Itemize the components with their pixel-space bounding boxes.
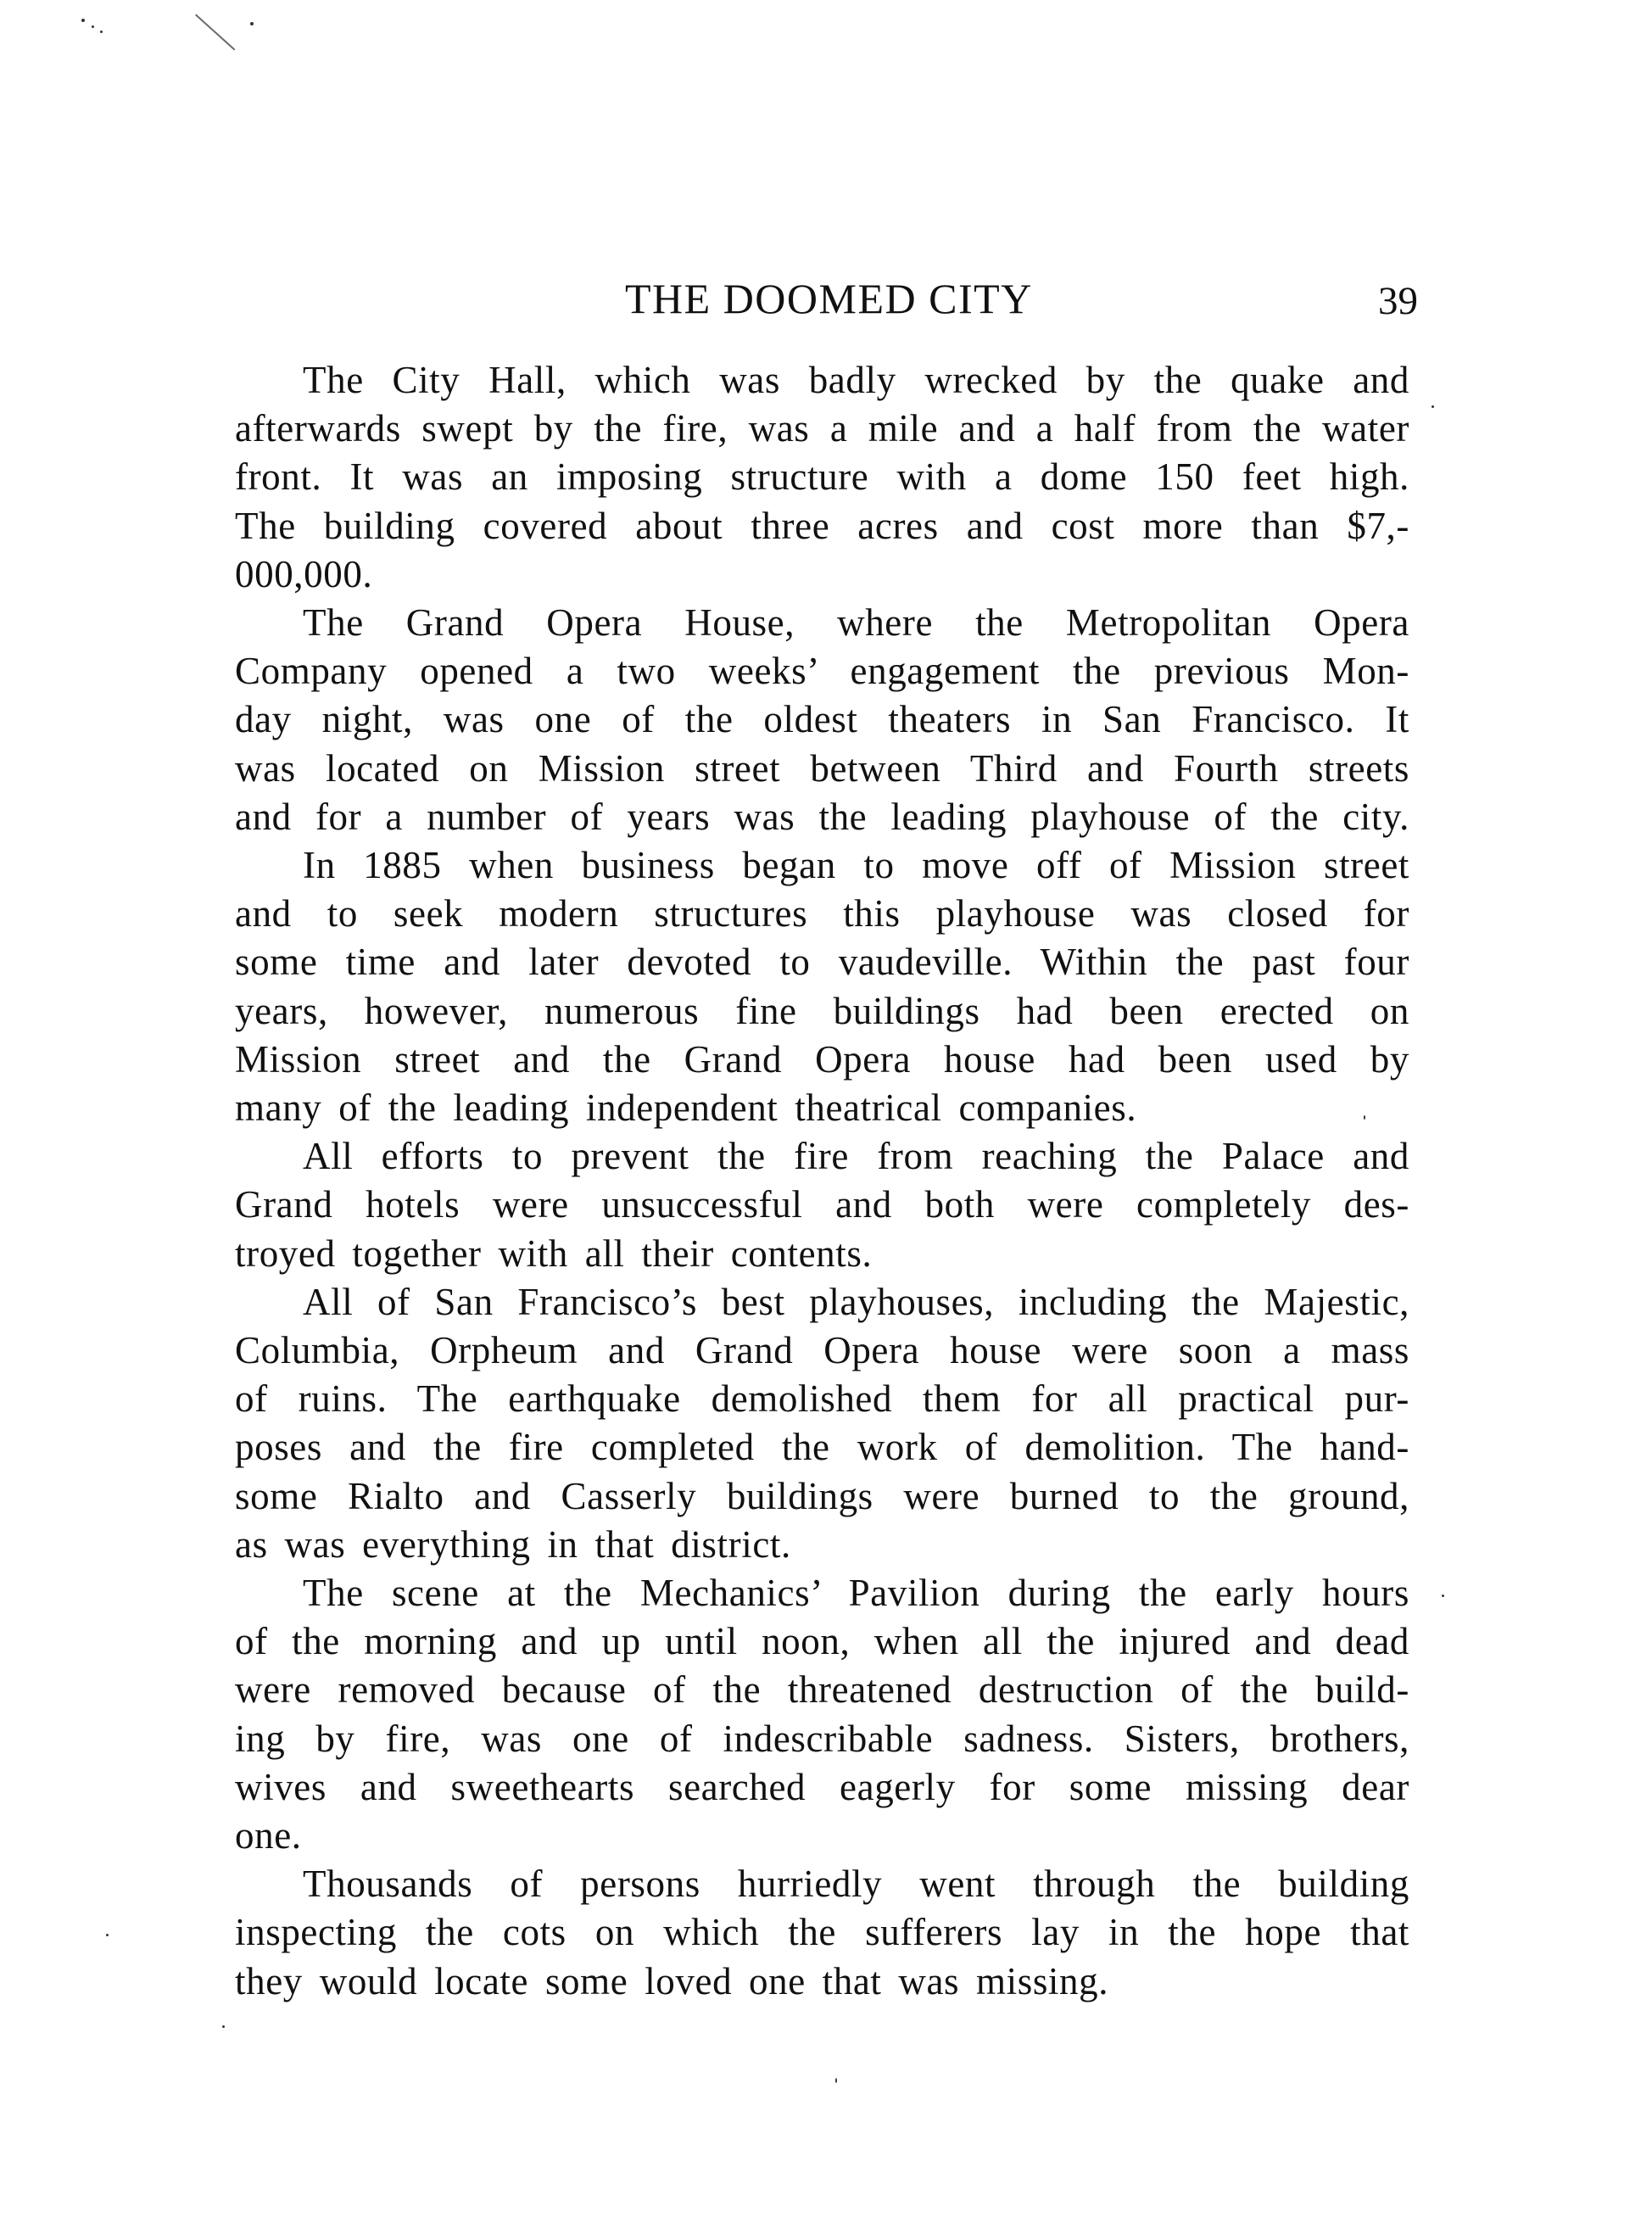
text-line: All of San Francisco’s best playhouses, including the Majestic, [303,1281,1409,1323]
text-line: inspecting the cots on which the sufferers lay in the hope that [235,1911,1409,1953]
scan-speck [222,2025,225,2028]
scan-speck [1442,1595,1444,1597]
scan-speck [100,31,103,33]
text-line: years, however, numerous fine buildings had been erected on [235,990,1409,1032]
text-line: Grand hotels were unsuccessful and both were completely des- [235,1183,1409,1226]
text-line: front. It was an imposing structure with a dome 150 feet high. [235,455,1409,498]
text-line: wives and sweethearts searched eagerly for some missing dear [235,1766,1409,1808]
text-line: of the morning and up until noon, when all the injured and dead [235,1620,1409,1662]
text-line: Mission street and the Grand Opera house had been used by [235,1038,1409,1081]
text-line: Thousands of persons hurriedly went through the building [303,1863,1409,1905]
text-line: as was everything in that district. [235,1523,791,1566]
running-head: THE DOOMED CITY [625,275,1033,322]
scan-speck [250,22,254,25]
scan-speck [92,25,94,28]
scan-scratch-mark [195,14,235,51]
text-line: one. [235,1814,302,1857]
scan-speck [81,19,85,22]
text-line: Columbia, Orpheum and Grand Opera house were soon a mass [235,1329,1409,1371]
text-line: The scene at the Mechanics’ Pavilion during the early hours [303,1572,1409,1614]
text-line: poses and the fire completed the work of demolition. The hand- [235,1426,1409,1468]
text-line: of ruins. The earthquake demolished them for all practical pur- [235,1377,1409,1420]
scan-speck [106,1934,109,1936]
page-number: 39 [1378,279,1418,323]
text-line: many of the leading independent theatrical companies. [235,1086,1137,1129]
text-line: afterwards swept by the fire, was a mile and a half from the water [235,407,1409,450]
text-line: they would locate some loved one that was missing. [235,1960,1109,2002]
text-line: In 1885 when business began to move off of Mission street [303,844,1409,886]
text-line: The Grand Opera House, where the Metropolitan Opera [303,601,1409,644]
text-line: The City Hall, which was badly wrecked by the quake and [303,359,1409,401]
text-line: day night, was one of the oldest theaters in San Francisco. It [235,698,1409,740]
text-line: All efforts to prevent the fire from reaching the Palace and [303,1135,1409,1177]
text-line: Company opened a two weeks’ engagement the previous Mon- [235,650,1409,692]
text-line: some Rialto and Casserly buildings were burned to the ground, [235,1475,1409,1517]
text-line: ing by fire, was one of indescribable sadness. Sisters, brothers, [235,1718,1409,1760]
text-line: were removed because of the threatened destruction of the build- [235,1668,1409,1711]
text-line: and for a number of years was the leading playhouse of the city. [235,796,1409,838]
scan-speck [835,2078,837,2083]
text-line: some time and later devoted to vaudeville. Within the past four [235,941,1409,983]
text-line: was located on Mission street between Third and Fourth streets [235,747,1409,790]
text-line: The building covered about three acres and cost more than $7,- [235,505,1409,547]
text-line: 000,000. [235,553,373,595]
text-line: and to seek modern structures this playhouse was closed for [235,892,1409,935]
scan-speck [1432,405,1434,408]
text-line: troyed together with all their contents. [235,1232,873,1275]
